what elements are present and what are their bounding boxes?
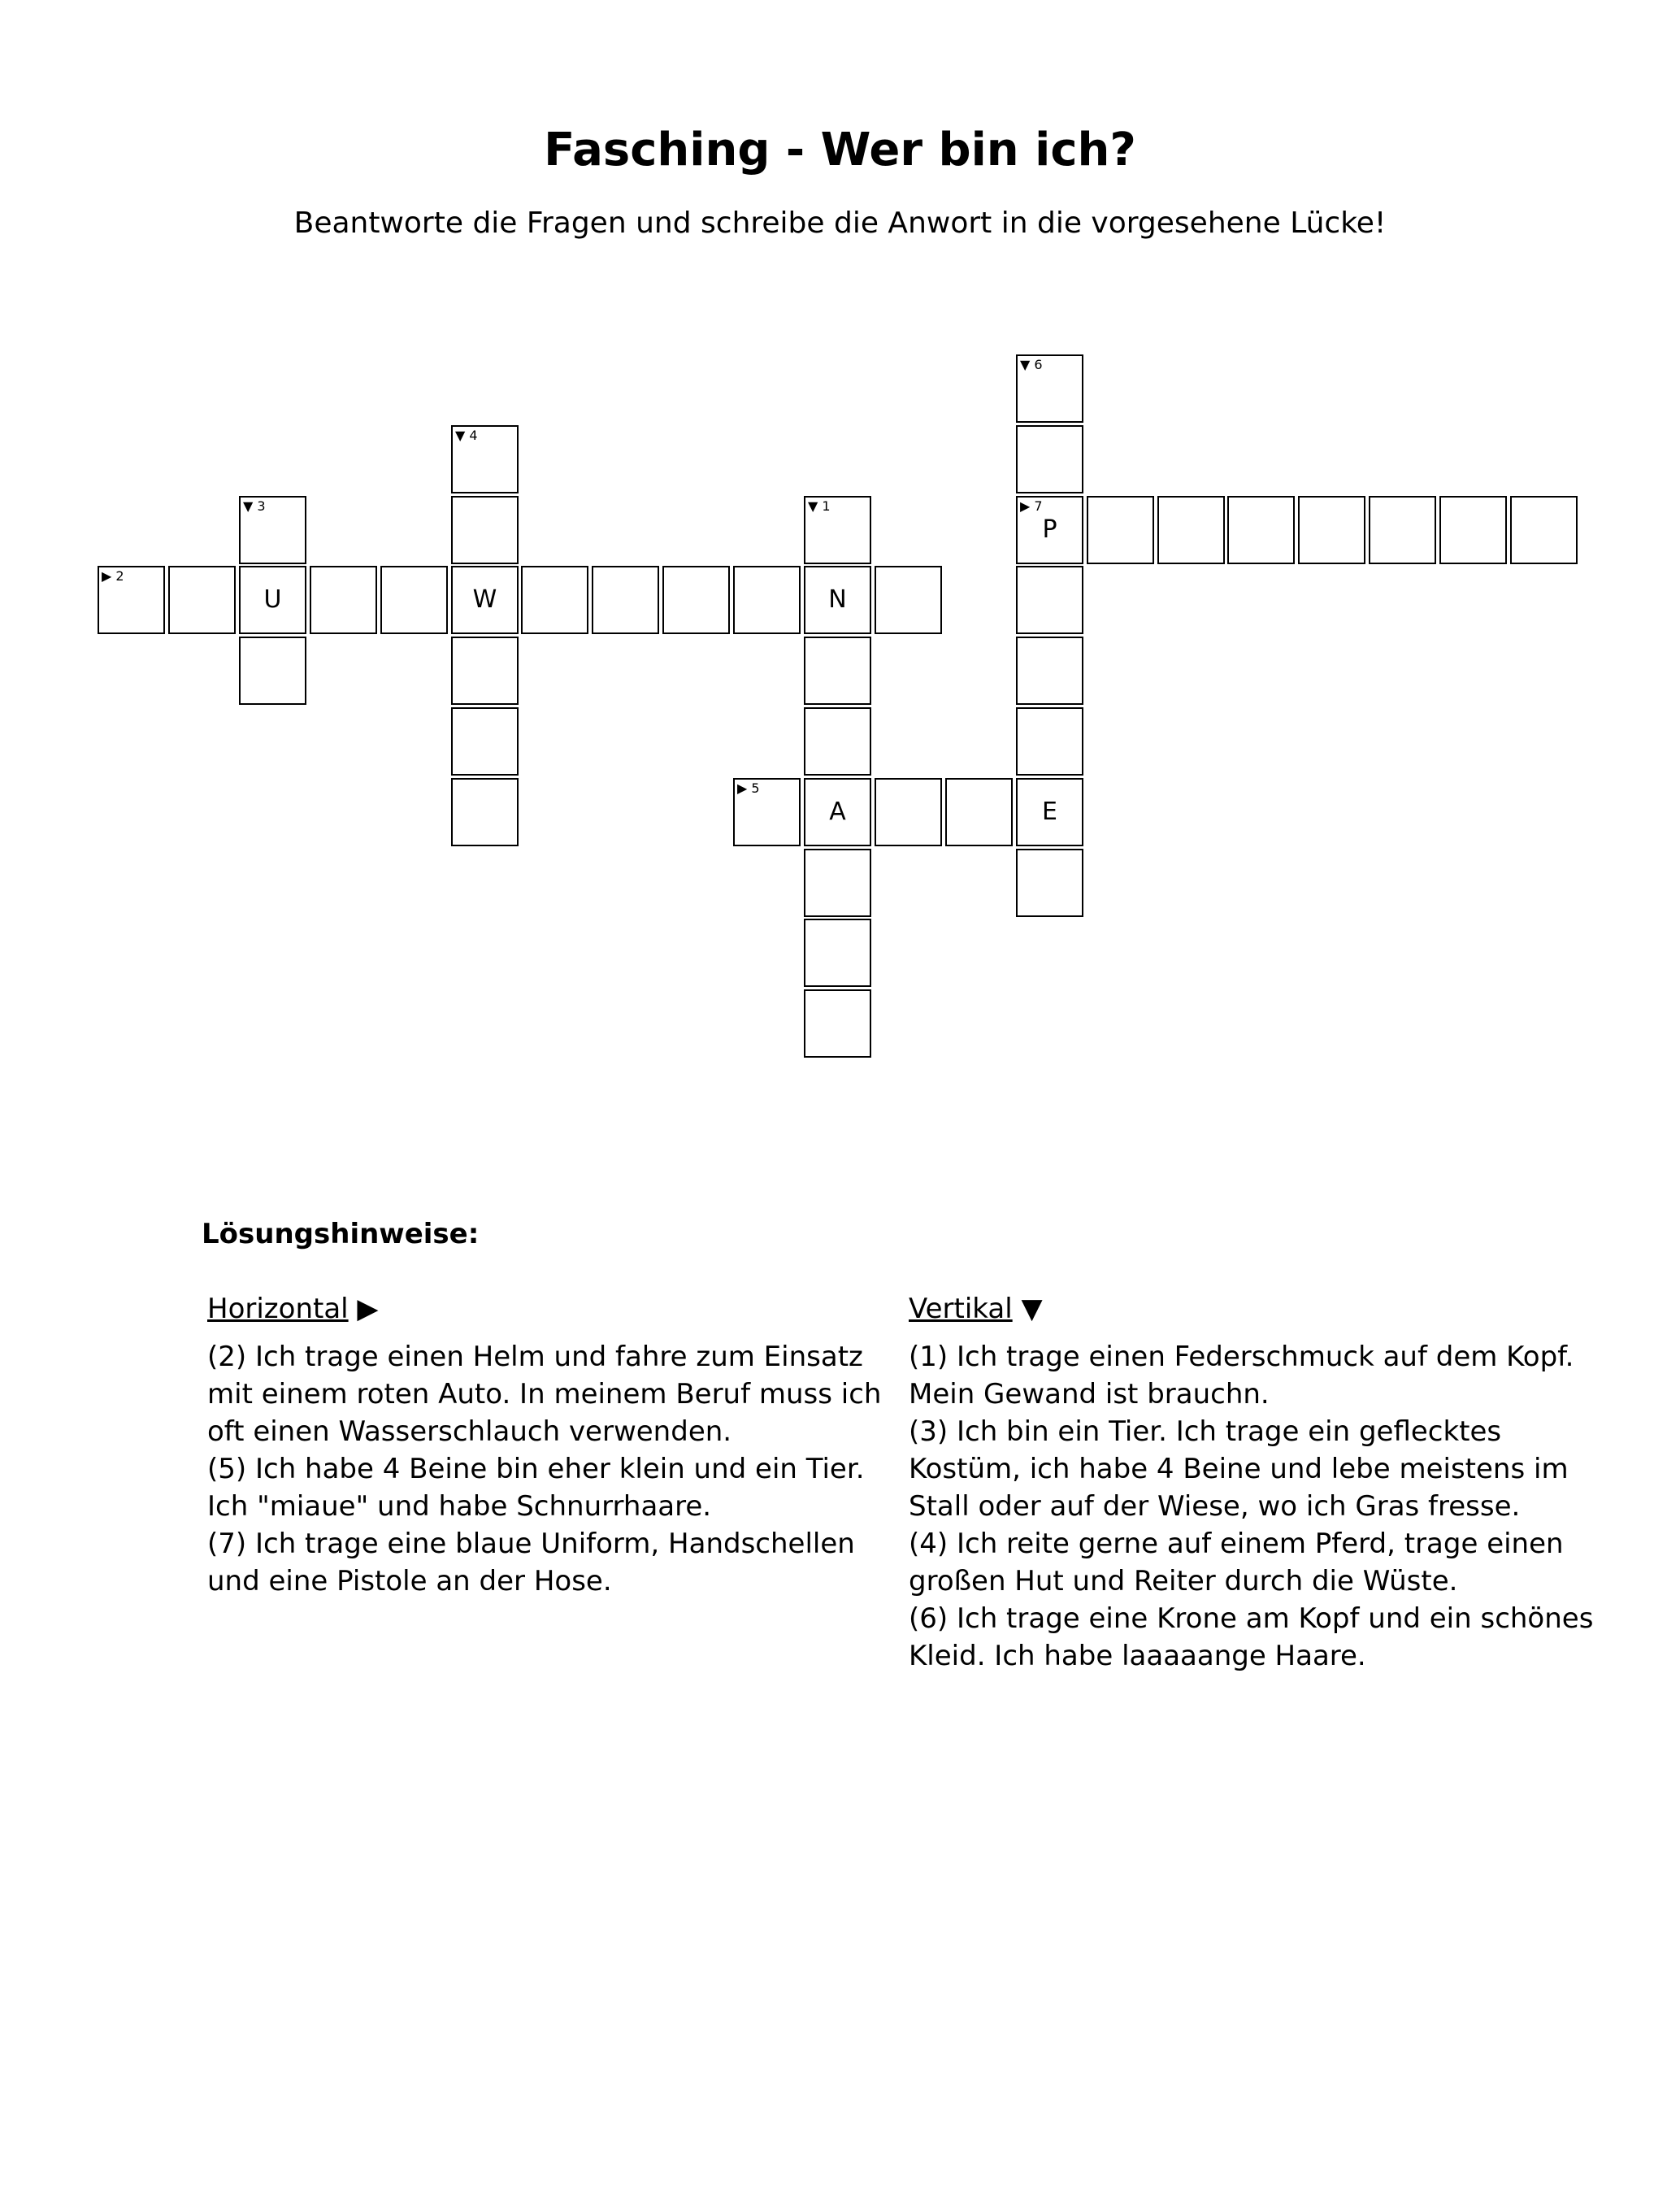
clue-number-down xyxy=(808,499,831,514)
clue-down-4: (4) Ich reite gerne auf einem Pferd, trage einen großen Hut und Reiter durch die Wüste. xyxy=(909,1528,1564,1597)
clue-number: 6 xyxy=(1034,357,1043,372)
crossword-cell[interactable] xyxy=(1016,707,1083,776)
crossword-cell[interactable] xyxy=(1439,496,1507,564)
down-arrow-icon: ▼ xyxy=(455,428,466,443)
crossword-cell[interactable] xyxy=(451,496,519,564)
crossword-cell[interactable] xyxy=(239,637,306,705)
crossword-cell[interactable] xyxy=(733,566,801,634)
crossword-cell[interactable] xyxy=(1510,496,1578,564)
crossword-cell[interactable] xyxy=(1227,496,1295,564)
clue-down-6: (6) Ich trage eine Krone am Kopf und ein schönes Kleid. Ich habe laaaaange Haare. xyxy=(909,1602,1594,1672)
clue-number-down xyxy=(243,499,266,514)
right-arrow-icon: ▶ xyxy=(1020,498,1031,514)
crossword-cell[interactable] xyxy=(1016,637,1083,705)
clue-number-across xyxy=(1020,499,1043,514)
crossword-cell[interactable] xyxy=(451,637,519,705)
crossword-cell[interactable] xyxy=(239,496,306,564)
vertical-heading xyxy=(909,1291,1608,1327)
right-arrow-icon: ▶ xyxy=(102,568,112,584)
crossword-cell[interactable] xyxy=(662,566,730,634)
clue-across-5: (5) Ich habe 4 Beine bin eher klein und ein Tier. Ich "miaue" und habe Schnurrhaare. xyxy=(207,1453,865,1523)
crossword-cell[interactable] xyxy=(1016,354,1083,423)
crossword-cell[interactable] xyxy=(875,566,942,634)
crossword-cell[interactable] xyxy=(451,566,519,634)
crossword-cell[interactable] xyxy=(875,778,942,846)
crossword-cell[interactable] xyxy=(1016,566,1083,634)
given-letter: U xyxy=(263,585,282,614)
given-letter: P xyxy=(1042,515,1057,544)
right-arrow-icon: ▶ xyxy=(357,1293,379,1325)
crossword-cell[interactable] xyxy=(804,989,871,1058)
vertical-label: Vertikal xyxy=(909,1293,1013,1325)
crossword-cell[interactable] xyxy=(804,849,871,917)
horizontal-label: Horizontal xyxy=(207,1293,349,1325)
down-arrow-icon: ▼ xyxy=(1021,1293,1043,1325)
crossword-cell[interactable] xyxy=(804,707,871,776)
crossword-cell[interactable] xyxy=(451,425,519,493)
given-letter: N xyxy=(828,585,847,614)
crossword-cell[interactable] xyxy=(733,778,801,846)
clue-number: 4 xyxy=(469,428,478,443)
crossword-cell[interactable] xyxy=(380,566,448,634)
down-arrow-icon: ▼ xyxy=(808,498,818,514)
crossword-cell[interactable] xyxy=(945,778,1013,846)
crossword-cell[interactable] xyxy=(1369,496,1436,564)
crossword-cell[interactable] xyxy=(1157,496,1225,564)
clue-across-7: (7) Ich trage eine blaue Uniform, Handschellen und eine Pistole an der Hose. xyxy=(207,1528,855,1597)
clue-down-3: (3) Ich bin ein Tier. Ich trage ein geflecktes Kostüm, ich habe 4 Beine und lebe meistens im Stall oder auf der Wiese, wo ich Gras fresse. xyxy=(909,1415,1569,1523)
horizontal-heading xyxy=(207,1291,906,1327)
clue-number: 2 xyxy=(115,568,124,584)
down-arrow-icon: ▼ xyxy=(1020,357,1031,372)
horizontal-clues xyxy=(207,1291,906,1600)
crossword-cell[interactable] xyxy=(310,566,377,634)
crossword-cell[interactable] xyxy=(804,566,871,634)
crossword-cell[interactable] xyxy=(804,637,871,705)
crossword-cell[interactable] xyxy=(804,778,871,846)
page-title: Fasching - Wer bin ich? xyxy=(544,124,1136,176)
clue-number: 7 xyxy=(1034,498,1043,514)
clue-number: 1 xyxy=(822,498,831,514)
given-letter: A xyxy=(829,798,846,826)
given-letter: E xyxy=(1042,798,1057,826)
clue-number-down xyxy=(1020,358,1043,372)
clue-number: 5 xyxy=(751,780,760,796)
crossword-cell[interactable] xyxy=(98,566,165,634)
right-arrow-icon: ▶ xyxy=(737,780,748,796)
given-letter: W xyxy=(472,585,497,614)
clue-down-1: (1) Ich trage einen Federschmuck auf dem Kopf. Mein Gewand ist brauchn. xyxy=(909,1341,1574,1410)
crossword-cell[interactable] xyxy=(521,566,588,634)
crossword-cell[interactable] xyxy=(592,566,659,634)
clue-across-2: (2) Ich trage einen Helm und fahre zum Einsatz mit einem roten Auto. In meinem Beruf muss ich oft einen Wasserschlauch verwenden. xyxy=(207,1341,882,1448)
crossword-cell[interactable] xyxy=(239,566,306,634)
clue-number-across xyxy=(737,781,760,796)
crossword-cell[interactable] xyxy=(1016,778,1083,846)
clue-number-down xyxy=(455,428,478,443)
hints-heading: Lösungshinweise: xyxy=(202,1218,480,1250)
crossword-cell[interactable] xyxy=(1087,496,1154,564)
crossword-cell[interactable] xyxy=(804,496,871,564)
crossword-cell[interactable] xyxy=(168,566,236,634)
crossword-cell[interactable] xyxy=(451,707,519,776)
vertical-clues xyxy=(909,1291,1608,1675)
crossword-cell[interactable] xyxy=(451,778,519,846)
crossword-cell[interactable] xyxy=(1016,849,1083,917)
down-arrow-icon: ▼ xyxy=(243,498,254,514)
crossword-cell[interactable] xyxy=(1016,425,1083,493)
crossword-cell[interactable] xyxy=(1298,496,1365,564)
crossword-cell[interactable] xyxy=(1016,496,1083,564)
instructions: Beantworte die Fragen und schreibe die Anwort in die vorgesehene Lücke! xyxy=(293,206,1387,240)
clue-number: 3 xyxy=(257,498,266,514)
clue-number-across xyxy=(102,569,124,584)
crossword-cell[interactable] xyxy=(804,919,871,987)
